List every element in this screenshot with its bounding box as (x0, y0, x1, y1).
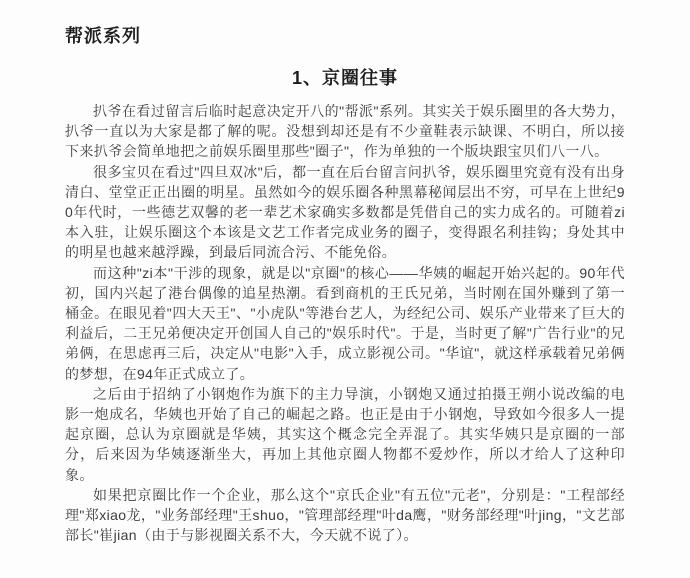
section-heading: 1、京圈往事 (291, 68, 398, 88)
paragraph-5: 如果把京圈比作一个企业，那么这个"京氏企业"有五位"元老"，分别是："工程部经理"郑xiao龙，"业务部经理"王shuo，"管理部经理"叶da鹰，"财务部经理"叶jing，"文艺部部长"崔jian（由于与影视圈关系不大，今天就不说了）。 (65, 486, 625, 544)
paragraph-1: 扒爷在看过留言后临时起意决定开八的"帮派"系列。其实关于娱乐圈里的各大势力，扒爷一直以为大家是都了解的呢。没想到却还是有不少童鞋表示缺课、不明白，所以接下来扒爷会简单地把之前娱乐圈里那些"圈子"，作为单独的一个版块跟宝贝们八一八。 (65, 103, 625, 160)
article-body (65, 101, 625, 545)
paragraph-2: 很多宝贝在看过"四旦双冰"后，都一直在后台留言问扒爷，娱乐圈里究竟有没有出身清白、堂堂正正出圈的明星。虽然如今的娱乐圈各种黑幕秘闻层出不穷，可早在上世纪90年代时，一些德艺双馨的老一辈艺术家确实多数都是凭借自己的实力成名的。可随着zi本入驻，让娱乐圈这个本该是文艺工作者完成业务的圈子，变得跟名利挂钩；身处其中的明星也越来越浮躁，到最后同流合污、不能免俗。 (65, 163, 625, 261)
paragraph-4: 之后由于招纳了小钢炮作为旗下的主力导演，小钢炮又通过拍摄王朔小说改编的电影一炮成名，华姨也开始了自己的崛起之路。也正是由于小钢炮，导致如今很多人一提起京圈，总认为京圈就是华姨，其实这个概念完全弄混了。其实华姨只是京圈的一部分，后来因为华姨逐渐坐大，再加上其他京圈人物都不爱炒作，所以才给人了这种印象。 (65, 385, 625, 483)
paragraph-3: 而这种"zi本"干涉的现象，就是以"京圈"的核心——华姨的崛起开始兴起的。90年代初，国内兴起了港台偶像的追星热潮。看到商机的王氏兄弟，当时刚在国外赚到了第一桶金。在眼见着"四大天王"、"小虎队"等港台艺人，为经纪公司、娱乐产业带来了巨大的利益后，二王兄弟便决定开创国人自己的"娱乐时代"。于是，当时更了解"广告行业"的兄弟俩，在思虑再三后，决定从"电影"入手，成立影视公司。"华谊"，就这样承载着兄弟俩的梦想，在94年正式成立了。 (65, 264, 625, 382)
page-title: 帮派系列 (65, 26, 141, 46)
